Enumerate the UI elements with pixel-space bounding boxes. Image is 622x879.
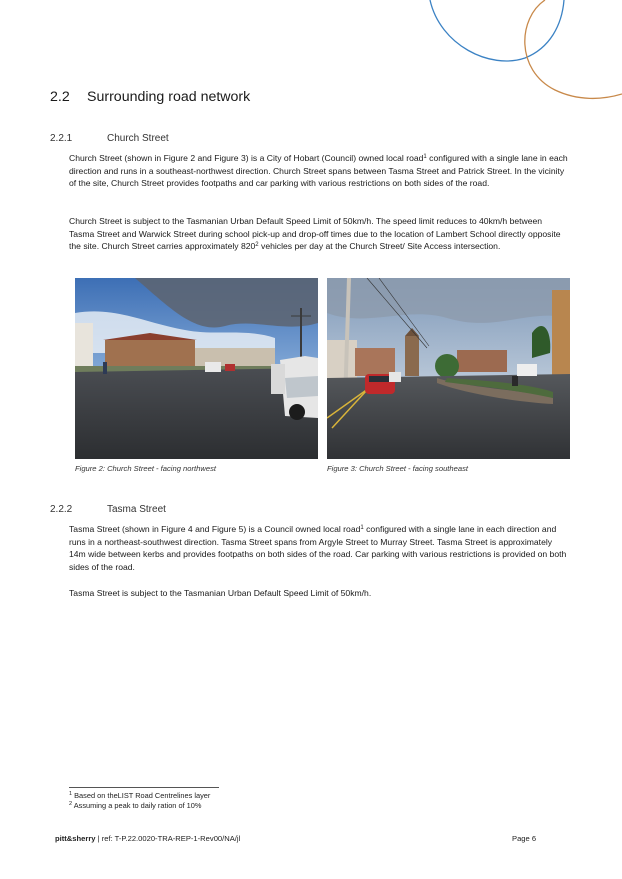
church-paragraph-1: Church Street (shown in Figure 2 and Figure 3) is a City of Hobart (Council) owned local road$^1$ configured with a single lane in each direction and runs in a southeast-northwest direction. Church Street spans between Tasma Street and Patrick Street. In the vicinity of the site, Church Street provides footpaths and car parking with various restrictions on both sides of the road. [69, 153, 568, 188]
footnote-ref: 1 [423, 154, 427, 160]
page-number: Page 6 [512, 834, 537, 843]
tasma-street-title: Tasma Street [107, 504, 166, 515]
section-heading [50, 89, 250, 105]
section-title: Surrounding road network [87, 89, 251, 105]
church-street-title: Church Street [107, 133, 169, 144]
tasma-paragraph-1: Tasma Street (shown in Figure 4 and Figure 5) is a Council owned local road$^1$ configured with a single lane in each direction and runs in a northeast-southwest direction. Tasma Street spans from Argyle Street to Murray Street. Tasma Street is approximately 14m wide between kerbs and provides footpaths on both sides of the road. Car parking with various restrictions is provided on both sides of the road. [69, 524, 567, 572]
figure-3-photo [327, 278, 570, 459]
church-street-heading [50, 133, 169, 144]
footer-reference [55, 834, 240, 843]
footnote-ref: 2 [255, 242, 259, 248]
tasma-street-heading [50, 504, 166, 515]
footer-ref: | ref: T-P.22.0020-TRA-REP-1-Rev00/NA/jl [95, 834, 241, 843]
footer-brand: pitt&sherry [55, 834, 96, 843]
footnote-ref: 1 [360, 525, 364, 531]
footnote-2: $^2$ Assuming a peak to daily ration of 10% [69, 801, 202, 810]
tasma-paragraph-2: Tasma Street is subject to the Tasmanian Urban Default Speed Limit of 50km/h. [69, 588, 372, 598]
figure-3-caption: Figure 3: Church Street - facing southeast [327, 464, 468, 473]
figure-2-photo [75, 278, 318, 459]
figure-2-caption: Figure 2: Church Street - facing northwest [75, 464, 216, 473]
tasma-street-number: 2.2.2 [50, 504, 73, 515]
church-street-number: 2.2.1 [50, 133, 73, 144]
footnote-rule [69, 787, 219, 788]
section-number: 2.2 [50, 89, 70, 105]
blue-arc [430, 0, 564, 61]
footnote-1: $^1$ Based on theLIST Road Centrelines layer [69, 791, 211, 800]
church-paragraph-2: Church Street is subject to the Tasmanian Urban Default Speed Limit of 50km/h. The speed limit reduces to 40km/h between Tasma Street and Warwick Street during school pick-up and drop-off times due to the location of Lambert School directly opposite the site. Church Street carries approximately $820^2$ vehicles per day at the Church Street/ Site Access intersection. [69, 216, 561, 251]
